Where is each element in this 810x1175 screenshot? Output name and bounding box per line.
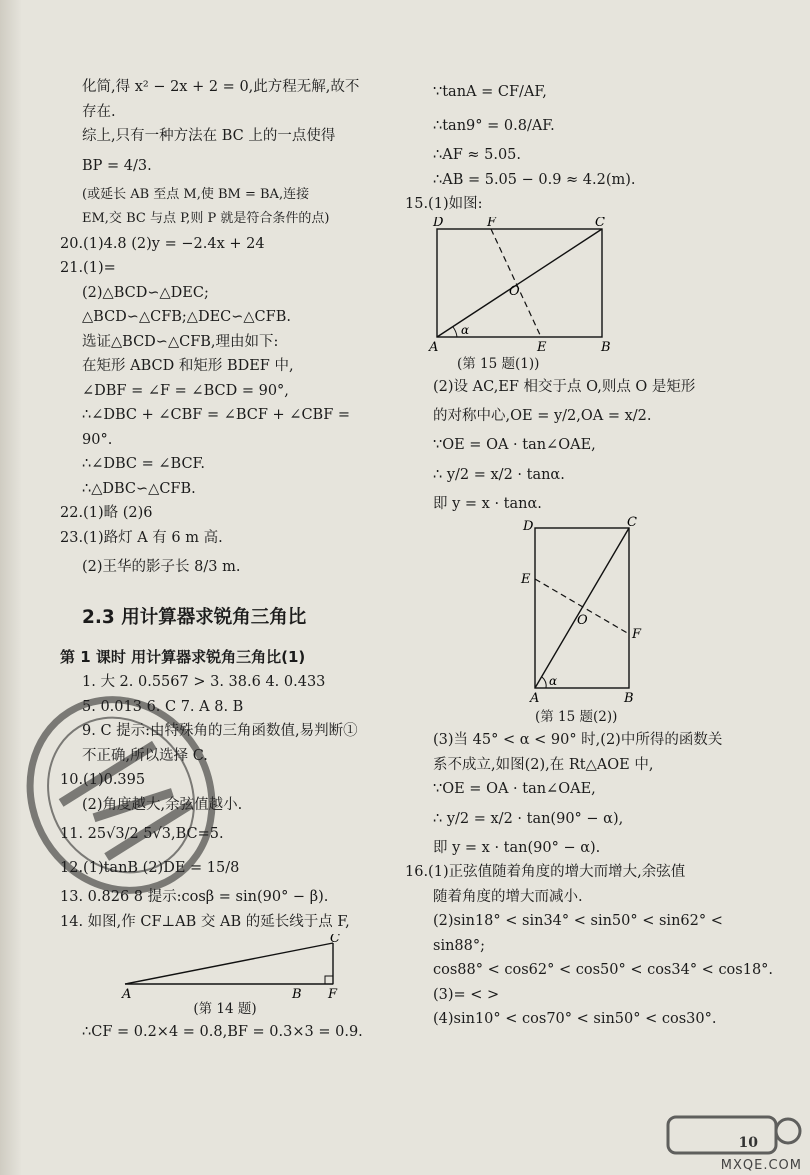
label-f: F <box>632 627 642 642</box>
text-line: BP = 4/3. <box>82 157 152 174</box>
figure-15-2 <box>405 516 775 706</box>
text-line: ∴tan9° = 0.8/AF. <box>433 118 555 134</box>
answer-15: 15.(1)如图: <box>405 196 483 212</box>
text-line: ∴AF ≈ 5.05. <box>433 147 522 163</box>
text-line: (2)sin18° < sin34° < sin50° < sin62° < <box>433 913 723 929</box>
answer-line: 13. 0.826 8 提示:cosβ = sin(90° − β). <box>60 889 329 905</box>
label-c: C <box>627 516 637 530</box>
label-a: A <box>122 987 132 998</box>
text-line: 90°. <box>82 431 113 448</box>
right-column <box>405 75 775 1032</box>
answer-line: 11. 25√3/2 5√3,BC=5. <box>60 826 224 842</box>
figure-14 <box>60 934 390 998</box>
label-d: D <box>433 216 444 230</box>
text-line: cos88° < cos62° < cos50° < cos34° < cos18°. <box>433 962 774 978</box>
label-a: A <box>530 691 540 706</box>
section-title: 2.3 用计算器求锐角三角比 <box>82 607 307 628</box>
text-line: sin88°; <box>433 937 486 954</box>
text-line: ∴AB = 5.05 − 0.9 ≈ 4.2(m). <box>433 171 636 188</box>
page-number: 10 <box>738 1135 758 1151</box>
label-f: F <box>328 987 338 998</box>
answer-line: 不正确,所以选择 C. <box>82 747 208 764</box>
text-line: ∴∠DBC + ∠CBF = ∠BCF + ∠CBF = <box>82 407 351 423</box>
label-alpha: α <box>461 322 470 337</box>
text-line: (2)王华的影子长 8/3 m. <box>82 559 241 575</box>
figure-15-1-diagram <box>405 217 775 353</box>
answer-line: 10.(1)0.395 <box>60 772 146 788</box>
answer-20: 20.(1)4.8 (2)y = −2.4x + 24 <box>60 235 265 252</box>
answer-line: 12.(1)tanB (2)DE = 15/8 <box>60 860 240 876</box>
page-edge <box>0 0 22 1175</box>
answer-16: 16.(1)正弦值随着角度的增大而增大,余弦值 <box>405 864 686 880</box>
text-line: 即 y = x · tanα. <box>433 495 542 512</box>
label-b: B <box>624 691 634 706</box>
text-line: 综上,只有一种方法在 BC 上的一点使得 <box>82 128 336 144</box>
text-line: (2)设 AC,EF 相交于点 O,则点 O 是矩形 <box>433 378 696 395</box>
text-line: (或延长 AB 至点 M,使 BM = BA,连接 <box>82 186 310 202</box>
label-c: C <box>330 934 340 946</box>
text-line: 的对称中心,OE = y/2,OA = x/2. <box>433 408 652 424</box>
text-line: 系不成立,如图(2),在 Rt△AOE 中, <box>433 756 654 773</box>
text-line: ∠DBF = ∠F = ∠BCD = 90°, <box>82 382 289 399</box>
text-line: 化简,得 x² − 2x + 2 = 0,此方程无解,故不 <box>82 79 360 95</box>
figure-14-caption: (第 14 题) <box>193 1001 257 1017</box>
answer-23: 23.(1)路灯 A 有 6 m 高. <box>60 529 223 546</box>
answer-line: 9. C 提示:由特殊角的三角函数值,易判断① <box>82 723 358 739</box>
text-line: ∵OE = OA · tan∠OAE, <box>433 781 596 797</box>
answer-22: 22.(1)略 (2)6 <box>60 505 153 521</box>
label-e: E <box>521 572 531 587</box>
label-a: A <box>429 339 439 353</box>
text-line: (4)sin10° < cos70° < sin50° < cos30°. <box>433 1011 717 1027</box>
label-d: D <box>523 519 534 534</box>
answer-21: 21.(1)= <box>60 260 116 276</box>
text-line: ∴ y/2 = x/2 · tanα. <box>433 466 565 483</box>
figure-15-1 <box>405 217 775 353</box>
label-o: O <box>577 613 588 628</box>
text-line: △BCD∽△CFB;△DEC∽△CFB. <box>82 309 291 325</box>
text-line: EM,交 BC 与点 P,则 P 就是符合条件的点) <box>82 211 330 226</box>
text-line: ∴ y/2 = x/2 · tan(90° − α), <box>433 810 624 827</box>
label-b: B <box>601 339 611 353</box>
text-line: ∴∠DBC = ∠BCF. <box>82 456 205 472</box>
label-c: C <box>595 216 605 230</box>
text-line: 随着角度的增大而减小. <box>433 888 583 905</box>
answer-line: 5. 0.013 6. C 7. A 8. B <box>82 698 244 715</box>
text-line: (2)△BCD∽△DEC; <box>82 284 209 301</box>
answer-line: (2)角度越大,余弦值越小. <box>82 796 243 813</box>
label-o: O <box>509 283 520 299</box>
watermark-url: MXQE.COM <box>720 1158 802 1173</box>
label-e: E <box>537 339 547 353</box>
figure-15-2-caption: (第 15 题(2)) <box>535 709 618 725</box>
text-line: ∴△DBC∽△CFB. <box>82 480 196 497</box>
lesson-title: 第 1 课时 用计算器求锐角三角比(1) <box>60 648 306 666</box>
text-line: 选证△BCD∽△CFB,理由如下: <box>82 333 279 350</box>
text-line: ∵tanA = CF/AF, <box>433 84 547 100</box>
figure-15-1-caption: (第 15 题(1)) <box>457 355 540 372</box>
text-line: ∴CF = 0.2×4 = 0.8,BF = 0.3×3 = 0.9. <box>82 1024 363 1040</box>
figure-15-2-diagram <box>405 516 775 706</box>
text-line: ∵OE = OA · tan∠OAE, <box>433 437 596 453</box>
figure-14-diagram <box>60 934 390 998</box>
text-line: (3)= < > <box>433 986 500 1003</box>
answer-line: 1. 大 2. 0.5567 > 3. 38.6 4. 0.433 <box>82 674 326 690</box>
label-alpha: α <box>549 674 558 688</box>
text-line: 存在. <box>82 103 116 120</box>
answer-line: 14. 如图,作 CF⊥AB 交 AB 的延长线于点 F, <box>60 913 350 930</box>
text-line: 在矩形 ABCD 和矩形 BDEF 中, <box>82 358 294 374</box>
text-line: 即 y = x · tan(90° − α). <box>433 839 601 856</box>
label-b: B <box>292 987 302 998</box>
text-line: (3)当 45° < α < 90° 时,(2)中所得的函数关 <box>433 732 723 748</box>
label-f: F <box>487 216 497 230</box>
